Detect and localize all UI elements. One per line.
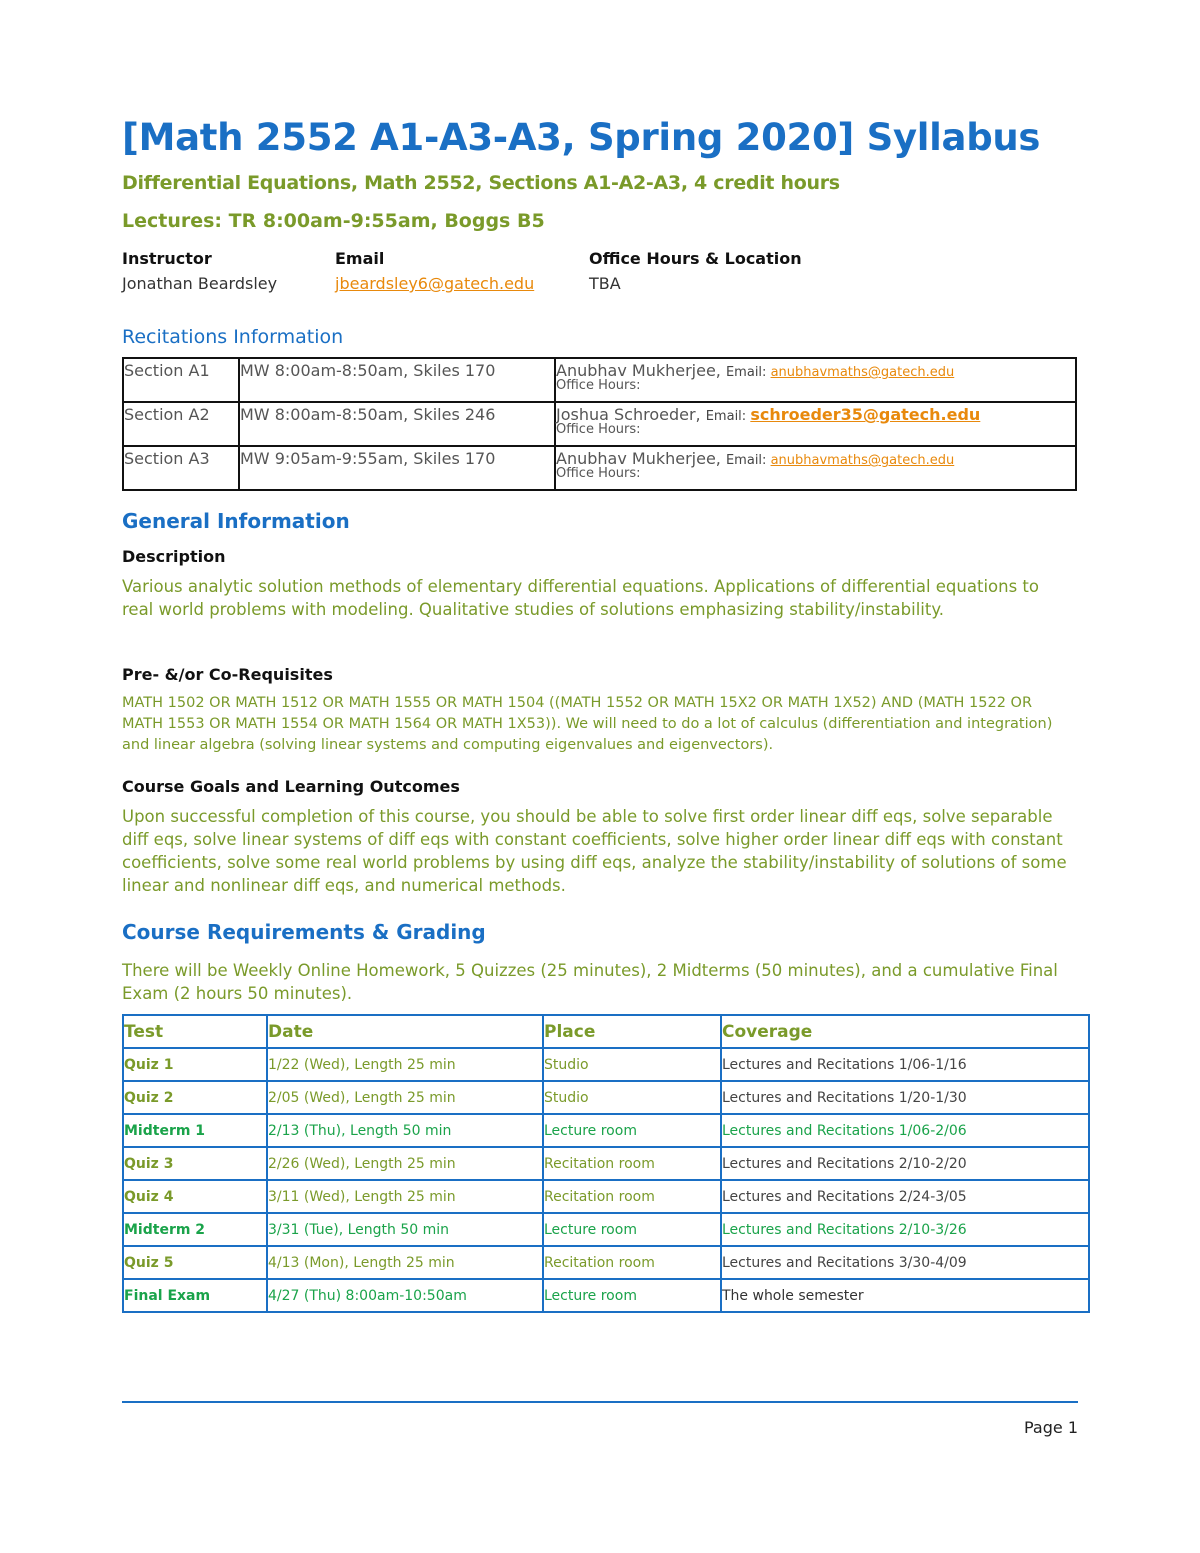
office-column <box>589 249 802 293</box>
grading-date: 3/11 (Wed), Length 25 min <box>267 1180 543 1213</box>
grading-place: Lecture room <box>543 1279 721 1312</box>
recitation-email-label: Email: <box>725 453 771 468</box>
email-column <box>335 249 534 293</box>
recitation-row <box>123 358 1076 402</box>
instructor-name: Jonathan Beardsley <box>122 274 278 293</box>
grading-coverage: Lectures and Recitations 3/30-4/09 <box>721 1246 1089 1279</box>
email-header: Email <box>335 249 385 268</box>
grading-date: 1/22 (Wed), Length 25 min <box>267 1048 543 1081</box>
prereq-heading: Pre- &/or Co-Requisites <box>122 665 333 684</box>
recitation-time: MW 8:00am-8:50am, Skiles 170 <box>239 358 555 402</box>
grading-place: Studio <box>543 1081 721 1114</box>
grading-coverage: Lectures and Recitations 2/24-3/05 <box>721 1180 1089 1213</box>
grading-place: Recitation room <box>543 1180 721 1213</box>
grading-test: Midterm 2 <box>123 1213 267 1246</box>
recitation-office-hours: Office Hours: <box>556 466 641 481</box>
grading-coverage: The whole semester <box>721 1279 1089 1312</box>
grading-row <box>123 1147 1089 1180</box>
recitation-row <box>123 446 1076 490</box>
grading-column-header: Date <box>267 1015 543 1048</box>
grading-place: Recitation room <box>543 1147 721 1180</box>
recitation-ta-name: Anubhav Mukherjee, <box>556 449 726 468</box>
grading-coverage: Lectures and Recitations 2/10-3/26 <box>721 1213 1089 1246</box>
grading-date: 2/13 (Thu), Length 50 min <box>267 1114 543 1147</box>
general-info-heading: General Information <box>122 509 350 533</box>
course-subtitle: Differential Equations, Math 2552, Sections A1-A2-A3, 4 credit hours <box>122 172 840 194</box>
grading-date: 4/27 (Thu) 8:00am-10:50am <box>267 1279 543 1312</box>
grading-coverage: Lectures and Recitations 1/20-1/30 <box>721 1081 1089 1114</box>
recitations-heading: Recitations Information <box>122 326 344 348</box>
grading-coverage: Lectures and Recitations 1/06-2/06 <box>721 1114 1089 1147</box>
office-hours-value: TBA <box>589 274 621 293</box>
grading-table <box>122 1014 1090 1313</box>
grading-row <box>123 1114 1089 1147</box>
grading-coverage: Lectures and Recitations 1/06-1/16 <box>721 1048 1089 1081</box>
recitation-section: Section A3 <box>123 446 239 490</box>
grading-coverage: Lectures and Recitations 2/10-2/20 <box>721 1147 1089 1180</box>
goals-text: Upon successful completion of this course, you should be able to solve first order linear diff eqs, solve separable diff eqs, solve linear systems of diff eqs with constant coefficients, solve higher order linear diff eqs with constant coefficients, solve some real world problems by using diff eqs, analyze the stability/instability of solutions of some linear and nonlinear diff eqs, and numerical methods. <box>122 807 1067 895</box>
recitation-email-label: Email: <box>705 409 751 424</box>
recitation-instructor-cell <box>555 358 1076 402</box>
instructor-header: Instructor <box>122 249 212 268</box>
grading-row <box>123 1048 1089 1081</box>
grading-date: 4/13 (Mon), Length 25 min <box>267 1246 543 1279</box>
grading-date: 2/05 (Wed), Length 25 min <box>267 1081 543 1114</box>
grading-place: Lecture room <box>543 1114 721 1147</box>
grading-test: Quiz 3 <box>123 1147 267 1180</box>
recitation-ta-name: Anubhav Mukherjee, <box>556 361 726 380</box>
grading-date: 2/26 (Wed), Length 25 min <box>267 1147 543 1180</box>
grading-row <box>123 1180 1089 1213</box>
grading-row <box>123 1081 1089 1114</box>
grading-row <box>123 1246 1089 1279</box>
recitations-table <box>122 357 1077 491</box>
requirements-heading: Course Requirements & Grading <box>122 920 486 944</box>
goals-heading: Course Goals and Learning Outcomes <box>122 777 460 796</box>
page-title: [Math 2552 A1-A3-A3, Spring 2020] Syllabus <box>122 116 1041 159</box>
recitation-email-link[interactable]: anubhavmaths@gatech.edu <box>770 365 955 380</box>
footer-divider <box>122 1401 1078 1403</box>
grading-header-row <box>123 1015 1089 1048</box>
lecture-schedule: Lectures: TR 8:00am-9:55am, Boggs B5 <box>122 210 545 232</box>
instructor-column <box>122 249 277 293</box>
description-heading: Description <box>122 547 226 566</box>
recitation-email-link[interactable]: anubhavmaths@gatech.edu <box>770 453 955 468</box>
description-text: Various analytic solution methods of elementary differential equations. Applications of differential equations to real world problems with modeling. Qualitative studies of solutions emphasizing stability/instability. <box>122 577 1039 619</box>
office-hours-header: Office Hours & Location <box>589 249 802 268</box>
recitation-office-hours: Office Hours: <box>556 378 641 393</box>
grading-test: Quiz 2 <box>123 1081 267 1114</box>
grading-test: Midterm 1 <box>123 1114 267 1147</box>
recitation-ta-name: Joshua Schroeder, <box>556 405 706 424</box>
grading-row <box>123 1213 1089 1246</box>
recitation-row <box>123 402 1076 446</box>
page-number: Page 1 <box>1024 1418 1078 1437</box>
grading-test: Quiz 4 <box>123 1180 267 1213</box>
recitation-instructor-cell <box>555 446 1076 490</box>
grading-test: Quiz 1 <box>123 1048 267 1081</box>
recitation-time: MW 9:05am-9:55am, Skiles 170 <box>239 446 555 490</box>
recitation-section: Section A2 <box>123 402 239 446</box>
grading-row <box>123 1279 1089 1312</box>
recitation-email-label: Email: <box>725 365 771 380</box>
grading-column-header: Test <box>123 1015 267 1048</box>
grading-date: 3/31 (Tue), Length 50 min <box>267 1213 543 1246</box>
recitation-section: Section A1 <box>123 358 239 402</box>
grading-place: Recitation room <box>543 1246 721 1279</box>
grading-column-header: Place <box>543 1015 721 1048</box>
prereq-text: MATH 1502 OR MATH 1512 OR MATH 1555 OR MATH 1504 ((MATH 1552 OR MATH 15X2 OR MATH 1X52) AND (MATH 1522 OR MATH 1553 OR MATH 1554 OR MATH 1564 OR MATH 1X53)). We will need to do a lot of calculus (differentiation and integration) and linear algebra (solving linear systems and computing eigenvalues and eigenvectors). <box>122 695 1053 753</box>
grading-place: Lecture room <box>543 1213 721 1246</box>
requirements-text: There will be Weekly Online Homework, 5 Quizzes (25 minutes), 2 Midterms (50 minutes), and a cumulative Final Exam (2 hours 50 minutes). <box>122 961 1058 1003</box>
grading-test: Final Exam <box>123 1279 267 1312</box>
grading-column-header: Coverage <box>721 1015 1089 1048</box>
grading-test: Quiz 5 <box>123 1246 267 1279</box>
recitation-instructor-cell <box>555 402 1076 446</box>
grading-place: Studio <box>543 1048 721 1081</box>
instructor-email-link[interactable]: jbeardsley6@gatech.edu <box>335 274 535 293</box>
recitation-email-link[interactable]: schroeder35@gatech.edu <box>750 405 981 424</box>
recitation-time: MW 8:00am-8:50am, Skiles 246 <box>239 402 555 446</box>
recitation-office-hours: Office Hours: <box>556 422 641 437</box>
